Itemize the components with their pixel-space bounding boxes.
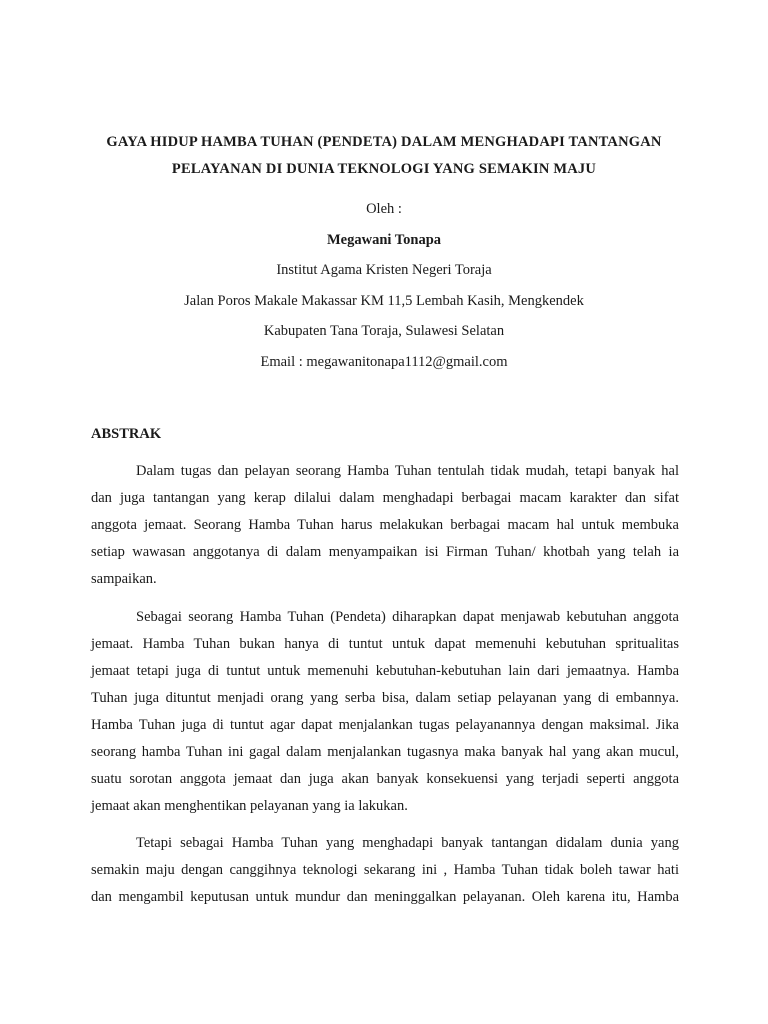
author-email: Email : megawanitonapa1112@gmail.com [260, 354, 508, 370]
address-line-1: Jalan Poros Makale Makassar KM 11,5 Lembah Kasih, Mengkendek [184, 293, 584, 309]
abstract-heading: ABSTRAK [91, 426, 162, 442]
paragraph-line: Hamba Tuhan juga di tuntut agar dapat menjalankan tugas pelayanannya dengan maksimal. Jika [91, 717, 679, 733]
paragraph-line: jemaat tetapi juga di tuntut untuk memenuhi kebutuhan-kebutuhan lain dari jemaatnya. Hamba [91, 663, 679, 679]
paragraph-line: sampaikan. [91, 571, 157, 587]
address-line-2: Kabupaten Tana Toraja, Sulawesi Selatan [263, 323, 505, 339]
paragraph-line: seorang hamba Tuhan ini gagal dalam menjalankan tugasnya maka banyak hal yang akan mucul, [91, 744, 679, 760]
paragraph-line: anggota jemaat. Seorang Hamba Tuhan harus melakukan berbagai macam hal untuk membuka [91, 517, 679, 533]
paragraph-line: Dalam tugas dan pelayan seorang Hamba Tuhan tentulah tidak mudah, tetapi banyak hal [136, 463, 679, 479]
paragraph-line: jemaat. Hamba Tuhan bukan hanya di tuntut untuk dapat memenuhi kebutuhan spritualitas [91, 636, 679, 652]
title-line-1: GAYA HIDUP HAMBA TUHAN (PENDETA) DALAM MENGHADAPI TANTANGAN [106, 134, 662, 150]
abstract-paragraph-1 [91, 462, 679, 597]
title-line-2: PELAYANAN DI DUNIA TEKNOLOGI YANG SEMAKIN MAJU [171, 161, 597, 177]
institution: Institut Agama Kristen Negeri Toraja [276, 262, 492, 278]
paragraph-line: setiap wawasan anggotanya di dalam menyampaikan isi Firman Tuhan/ khotbah yang telah ia [91, 544, 679, 560]
paragraph-line: jemaat akan menghentikan pelayanan yang ia lakukan. [91, 798, 408, 814]
abstract-paragraph-3 [91, 834, 679, 915]
author-name: Megawani Tonapa [326, 232, 442, 248]
byline: Oleh : [366, 201, 402, 217]
paragraph-line: Tetapi sebagai Hamba Tuhan yang menghadapi banyak tantangan didalam dunia yang [136, 835, 679, 851]
paragraph-line: Tuhan juga dituntut menjadi orang yang serba bisa, dalam setiap pelayanan yang di embannya. [91, 690, 679, 706]
abstract-paragraph-2 [91, 608, 679, 824]
paragraph-line: Sebagai seorang Hamba Tuhan (Pendeta) diharapkan dapat menjawab kebutuhan anggota [136, 609, 679, 625]
paragraph-line: suatu sorotan anggota jemaat dan juga akan banyak konsekuensi yang terjadi seperti anggota [91, 771, 679, 787]
paragraph-line: semakin maju dengan canggihnya teknologi sekarang ini , Hamba Tuhan tidak boleh tawar hati [91, 862, 679, 878]
paragraph-line: dan juga tantangan yang kerap dilalui dalam menghadapi berbagai macam karakter dan sifat [91, 490, 679, 506]
paragraph-line: dan mengambil keputusan untuk mundur dan meninggalkan pelayanan. Oleh karena itu, Hamba [91, 889, 679, 905]
